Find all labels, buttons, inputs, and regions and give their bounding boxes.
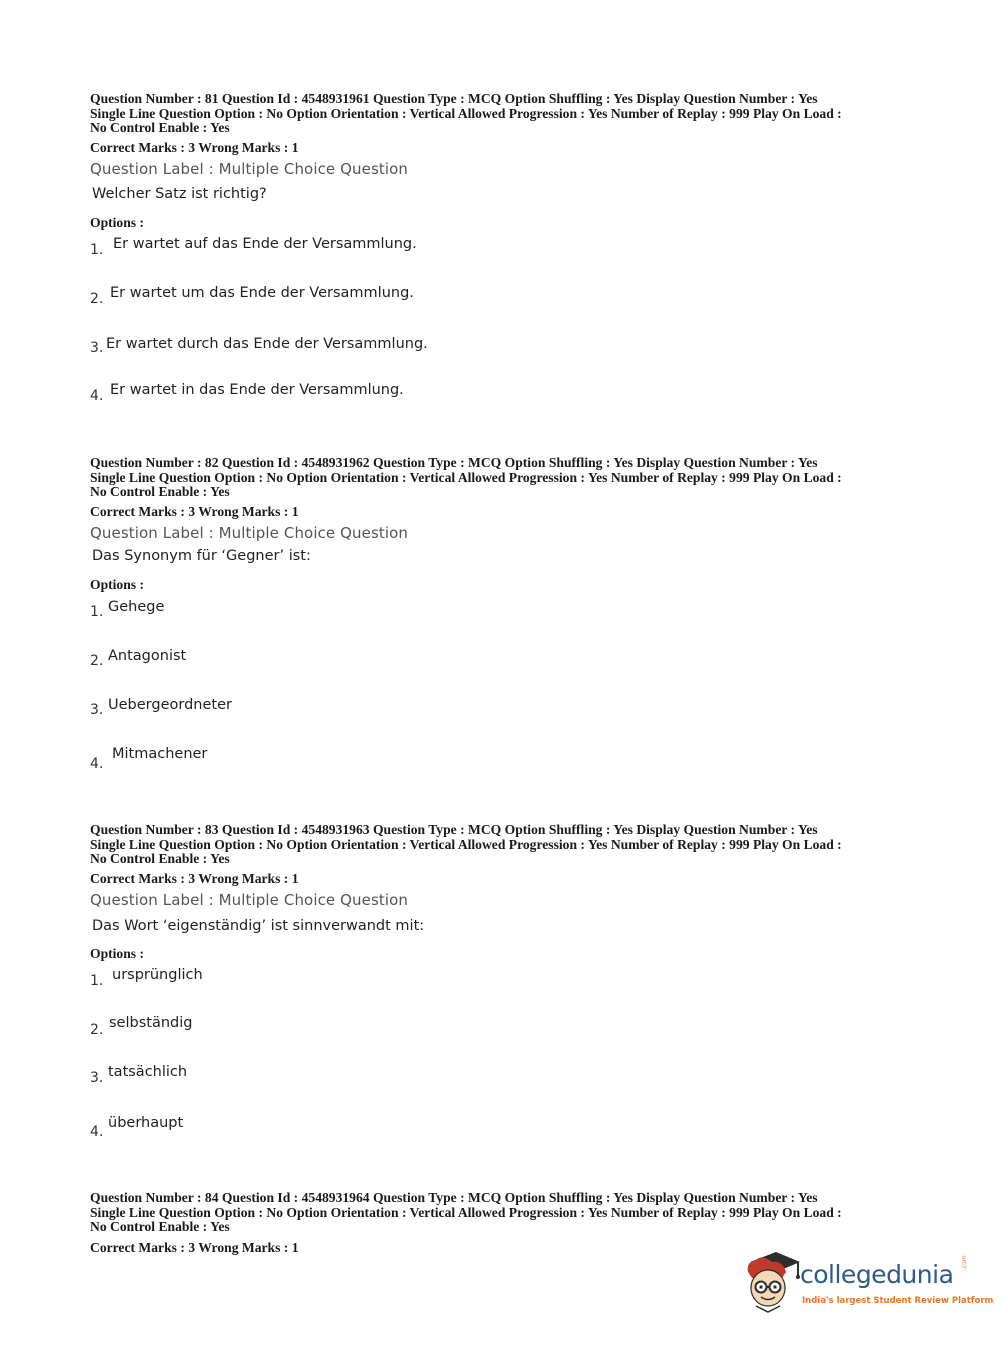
meta-line: Question Number : 81 Question Id : 4548931961 Question Type : MCQ Option Shuffling : Yes Display Question Number : Yes xyxy=(90,91,818,106)
option-text: selbständig xyxy=(109,1015,193,1031)
option-number: 4. xyxy=(90,756,104,772)
option-text: Gehege xyxy=(108,599,165,615)
question-84-meta xyxy=(90,1191,940,1235)
question-82-options-heading: Options : xyxy=(90,577,145,592)
option-text: Mitmachener xyxy=(112,746,208,762)
meta-line: No Control Enable : Yes xyxy=(90,851,230,866)
collegedunia-logo xyxy=(742,1250,994,1320)
option-text: Er wartet um das Ende der Versammlung. xyxy=(110,285,414,301)
option-text: ursprünglich xyxy=(112,967,203,983)
question-83-options-heading: Options : xyxy=(90,946,145,961)
question-83-label: Question Label : Multiple Choice Question xyxy=(90,891,409,909)
option-text: Antagonist xyxy=(108,648,187,664)
meta-line: Question Number : 84 Question Id : 4548931964 Question Type : MCQ Option Shuffling : Yes Display Question Number : Yes xyxy=(90,1190,818,1205)
option-number: 2. xyxy=(90,653,104,669)
meta-line: Question Number : 82 Question Id : 4548931962 Question Type : MCQ Option Shuffling : Yes Display Question Number : Yes xyxy=(90,455,818,470)
meta-line: Single Line Question Option : No Option Orientation : Vertical Allowed Progression : Yes Number of Replay : 999 Play On Load : xyxy=(90,469,842,485)
option-number: 2. xyxy=(90,291,104,307)
meta-line: Single Line Question Option : No Option Orientation : Vertical Allowed Progression : Yes Number of Replay : 999 Play On Load : xyxy=(90,105,842,121)
meta-line: Single Line Question Option : No Option Orientation : Vertical Allowed Progression : Yes Number of Replay : 999 Play On Load : xyxy=(90,836,842,852)
question-83-marks: Correct Marks : 3 Wrong Marks : 1 xyxy=(90,871,299,886)
option-number: 1. xyxy=(90,604,104,620)
option-number: 1. xyxy=(90,973,104,989)
question-81-marks: Correct Marks : 3 Wrong Marks : 1 xyxy=(90,140,299,155)
option-number: 1. xyxy=(90,242,104,258)
option-text: Er wartet auf das Ende der Versammlung. xyxy=(113,236,417,252)
option-text: Er wartet durch das Ende der Versammlung. xyxy=(106,336,428,352)
meta-line: No Control Enable : Yes xyxy=(90,1219,230,1234)
option-number: 4. xyxy=(90,1124,104,1140)
question-81-label: Question Label : Multiple Choice Question xyxy=(90,160,409,178)
option-number: 3. xyxy=(90,340,104,356)
question-82-marks: Correct Marks : 3 Wrong Marks : 1 xyxy=(90,504,299,519)
student-mascot-icon xyxy=(742,1250,802,1316)
option-number: 3. xyxy=(90,702,104,718)
question-82-meta xyxy=(90,456,940,500)
option-text: überhaupt xyxy=(108,1115,184,1131)
meta-line: Question Number : 83 Question Id : 4548931963 Question Type : MCQ Option Shuffling : Yes Display Question Number : Yes xyxy=(90,822,818,837)
option-text: tatsächlich xyxy=(108,1064,188,1080)
meta-line: No Control Enable : Yes xyxy=(90,484,230,499)
question-81-meta xyxy=(90,92,940,136)
question-81-text: Welcher Satz ist richtig? xyxy=(92,186,267,202)
logo-tagline: India's largest Student Review Platform xyxy=(802,1296,994,1306)
question-82-label: Question Label : Multiple Choice Question xyxy=(90,524,409,542)
option-text: Er wartet in das Ende der Versammlung. xyxy=(110,382,404,398)
option-number: 3. xyxy=(90,1070,104,1086)
question-83-meta xyxy=(90,823,940,867)
option-number: 2. xyxy=(90,1022,104,1038)
meta-line: No Control Enable : Yes xyxy=(90,120,230,135)
logo-wordmark: collegedunia xyxy=(800,1260,954,1289)
logo-tld: .com xyxy=(961,1255,968,1270)
question-81-options-heading: Options : xyxy=(90,215,145,230)
option-text: Uebergeordneter xyxy=(108,697,232,713)
question-83-text: Das Wort ‘eigenständig’ ist sinnverwandt mit: xyxy=(92,918,425,934)
question-84-marks: Correct Marks : 3 Wrong Marks : 1 xyxy=(90,1240,299,1255)
question-82-text: Das Synonym für ‘Gegner’ ist: xyxy=(92,548,311,564)
option-number: 4. xyxy=(90,388,104,404)
meta-line: Single Line Question Option : No Option Orientation : Vertical Allowed Progression : Yes Number of Replay : 999 Play On Load : xyxy=(90,1204,842,1220)
